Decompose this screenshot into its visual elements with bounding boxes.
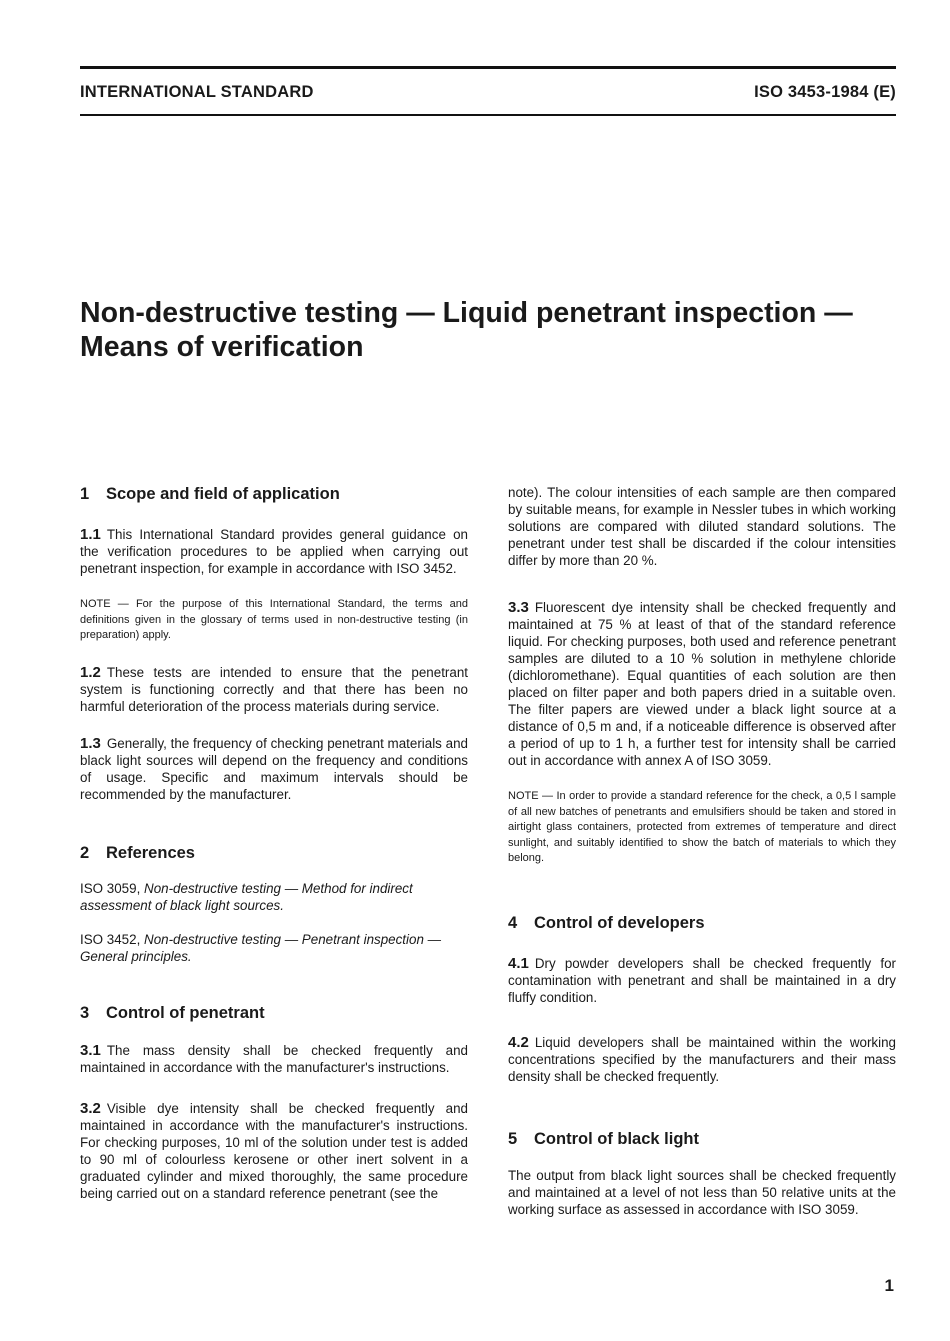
section-5-heading [508,1129,896,1149]
clause-number: 1.2 [80,663,101,681]
clause-4-1 [508,955,896,1006]
section-2-heading [80,843,468,863]
clause-text: Visible dye intensity shall be checked frequently and maintained in accordance with the manufacturer's instructions. For checking purposes, 10 ml of the solution under test is added to 90 ml of colourless kerosene or other inert solvent in a graduated cylinder and mixed thoroughly, the same procedure being carried out on a standard reference penetrant (see the [80,1100,468,1201]
section-4-heading [508,913,896,933]
note-terms-definitions: NOTE — For the purpose of this International Standard, the terms and definitions given in the glossary of terms used in non-destructive testing (in preparation) apply. [80,598,468,641]
section-title: Control of developers [534,913,705,932]
header-standard-label: INTERNATIONAL STANDARD [80,83,314,101]
clause-3-1 [80,1042,468,1076]
section-number: 5 [508,1129,518,1148]
section-title: Scope and field of application [106,485,340,503]
reference-iso-3452 [80,931,468,965]
clause-3-2 [80,1100,468,1202]
clause-text: The mass density shall be checked frequently and maintained in accordance with the manufacturer's instructions. [80,1042,468,1075]
clause-text: Dry powder developers shall be checked frequently for contamination with penetrant and shall be maintained in a dry fluffy condition. [508,955,896,1005]
section-title: References [106,843,195,862]
section-number: 2 [80,843,90,862]
clause-number: 1.3 [80,734,101,752]
document-title-line-2: Means of verification [80,331,364,363]
clause-3-3 [508,599,896,769]
section-number: 4 [508,913,518,932]
document-title [80,296,920,364]
clause-number: 3.1 [80,1041,101,1059]
clause-number: 1.1 [80,526,101,543]
header-rule-top [80,66,896,69]
header-rule-bottom [80,114,896,116]
section-title: Control of penetrant [106,1003,265,1022]
clause-1-2 [80,664,468,715]
section-number: 1 [80,485,90,503]
page-number: 1 [884,1276,894,1295]
clause-text: Liquid developers shall be maintained within the working concentrations specified by the manufacturers and their mass density shall be checked frequently. [508,1034,896,1084]
section-title: Control of black light [534,1129,699,1148]
clause-number: 4.2 [508,1033,529,1051]
clause-number: 3.3 [508,599,529,616]
clause-1-3 [80,735,468,803]
section-1-heading [80,484,468,504]
clause-text: Generally, the frequency of checking penetrant materials and black light sources will depend on the frequency and conditions of usage. Specific and maximum intervals should be recommended by the manufacturer. [80,735,468,802]
clause-number: 4.1 [508,954,529,972]
clause-text: These tests are intended to ensure that the penetrant system is functioning correctly and that there has been no harmful deterioration of the process materials during service. [80,664,468,714]
section-3-heading [80,1003,468,1023]
section-number: 3 [80,1003,90,1022]
note-standard-reference: NOTE — In order to provide a standard reference for the check, a 0,5 l sample of all new batches of penetrants and emulsifiers should be taken and stored in airtight glass containers, protected from extremes of temperature and direct sunlight, and suitably identified to show the batch of materials to which they belong. [508,790,896,864]
clause-number: 3.2 [80,1099,101,1117]
clause-3-2-continued: note). The colour intensities of each sample are then compared by suitable means, for example in Nessler tubes in which working solutions are compared with diluted standard solutions. The penetrant under test shall be discarded if the colour intensities differ by more than 20 %. [508,485,896,568]
reference-code: ISO 3452, [80,931,145,947]
header-document-number: ISO 3453-1984 (E) [754,83,896,101]
clause-4-2 [508,1034,896,1085]
left-column [80,484,468,1202]
reference-title: Non-destructive testing — Penetrant inspection — General principles. [80,931,442,964]
reference-iso-3059 [80,880,468,914]
clause-1-1 [80,526,468,577]
right-column [508,484,896,1218]
document-title-line-1: Non-destructive testing — Liquid penetrant inspection — [80,297,853,329]
section-5-text: The output from black light sources shall be checked frequently and maintained at a level of not less than 50 relative units at the working surface as assessed in accordance with ISO 3059. [508,1167,896,1217]
reference-title: Non-destructive testing — Method for indirect assessment of black light sources. [80,880,413,913]
clause-text: This International Standard provides general guidance on the verification procedures to be applied when carrying out penetrant inspection, for example in accordance with ISO 3452. [80,527,468,576]
clause-text: Fluorescent dye intensity shall be checked frequently and maintained at 75 % at least of that of the standard reference liquid. For checking purposes, both used and reference penetrant samples are diluted to a 10 % solution in methylene chloride (dichloromethane). Equal quantities of each solution are then placed on filter paper and both papers dried in a suitable oven. The filter papers are viewed under a black light source at a distance of 0,5 m and, if a noticeable difference is observed after a period of up to 1 h, a further test for intensity shall be carried out in accordance with annex A of ISO 3059. [508,600,896,768]
reference-code: ISO 3059, [80,880,145,896]
